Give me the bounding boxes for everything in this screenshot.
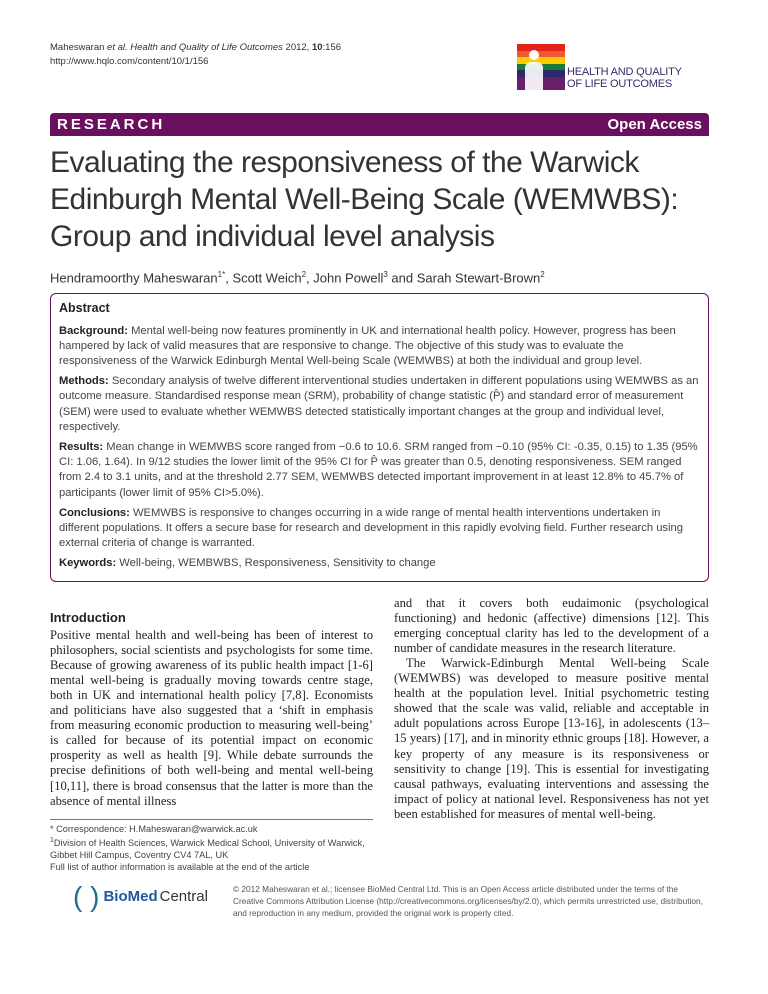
abstract-conclusions: Conclusions: WEMWBS is responsive to changes occurring in a wide range of mental health interventions undertaken in different populations. It offers a secure base for research and development in this rapidly evolving field. Further research using external criteria of change is warranted. (59, 506, 683, 550)
intro-paragraph-1: Positive mental health and well-being has been of interest to philosophers, social scientists and psychologists for some time. Because of growing awareness of its public health impact [1-6] mental well-being is gradually moving towards centre stage, both in UK and international health policy [7,8]. Economists and politicians have also suggested that a ‘shift in emphasis from measuring economic production to measuring well-being’ is called for because of its potential impact on economic prosperity as well as health [9]. While debate surrounds the precise definitions of both well-being and mental well-being [10,11], there is broad consensus that the latter is more than the absence of mental illness (50, 627, 373, 808)
abstract-heading: Abstract (59, 301, 110, 316)
abstract-keywords: Keywords: Well-being, WEMBWBS, Responsiveness, Sensitivity to change (59, 557, 436, 570)
abstract-background: Background: Mental well-being now features prominently in UK and international health policy. However, progress has been hampered by lack of valid measures that are responsive to change. The objective of this study was to evaluate the responsiveness of the Warwick Edinburgh Mental Well-being Scale (WEMWBS) at both the individual and group level. (59, 324, 676, 367)
correspondence: * Correspondence: H.Maheswaran@warwick.ac.uk (50, 823, 258, 834)
author-info-note: Full list of author information is available at the end of the article (50, 861, 310, 872)
biomed-central-logo: ( ) BioMed Central (73, 880, 208, 912)
open-access-label: Open Access (607, 116, 702, 133)
article-url[interactable]: http://www.hqlo.com/content/10/1/156 (50, 56, 209, 67)
two-column-body (50, 595, 709, 873)
copyright-notice: © 2012 Maheswaran et al.; licensee BioMed Central Ltd. This is an Open Access article distributed under the terms of the Creative Commons Attribution License (http://creativecommons.org/licenses/by/2.0), which permits unrestricted use, distribution, and reproduction in any medium, provided the original work is properly cited. (233, 883, 703, 918)
journal-logo-text: HEALTH AND QUALITY OF LIFE OUTCOMES (567, 66, 682, 90)
running-header (50, 41, 341, 69)
article-body (50, 144, 709, 939)
abstract-box (50, 293, 709, 581)
abstract-results: Results: Mean change in WEMWBS score ranged from −0.6 to 10.6. SRM ranged from −0.10 (95% CI: -0.35, 0.15) to 1.35 (95% CI: 1.06, 1.64). In 9/12 studies the lower limit of the 95% CI for P̂ was greater than 0.5, denoting responsiveness. SEM ranged from 2.4 to 3.1 units, and at the threshold 2.77 SEM, WEMWBS detected important improvement in at least 12.8% to 45.7% of participants (lower limit of 95% CI>5.0%). (59, 440, 698, 499)
citation: Maheswaran et al. Health and Quality of Life Outcomes 2012, 10:156 (50, 42, 342, 53)
article-type-banner (50, 113, 709, 136)
intro-paragraph-2: The Warwick-Edinburgh Mental Well-being Scale (WEMWBS) was developed to measure positive mental health at the population level. Initial psychometric testing showed that the scale was valid, reliable and acceptable in adult populations across Europe [13-16], in adolescents (13–15 years) [17], and in minority ethnic groups [18]. However, a key property of any measure is its responsiveness or sensitivity to change [19]. This is essential for investigating causal pathways, evaluating interventions and assessing the impact of policy at national level. Responsiveness has not yet been established for measures of mental well-being. (394, 655, 709, 821)
affiliation: $^1$Division of Health Sciences, Warwick Medical School, University of Warwick, Gibbet Hill Campus, Coventry CV4 7AL, UK (50, 836, 365, 860)
article-title: Evaluating the responsiveness of the Warwick Edinburgh Mental Well-Being Scale (WEMWBS): Group and individual level analysis (50, 146, 679, 253)
intro-paragraph-1-continued: and that it covers both eudaimonic (psychological functioning) and hedonic (affective) dimensions [12]. This emerging conceptual clarity has led to the development of a number of candidate measures in the research literature. (394, 595, 709, 655)
article-type: RESEARCH (57, 116, 166, 133)
abstract-methods: Methods: Secondary analysis of twelve different interventional studies undertaken in different populations using WEMWBS as an outcome measure. Standardised response mean (SRM), probability of change statistic (P̂) and standard error of measurement (SEM) were used to evaluate whether WEMWBS detected statistically important changes at the group and individual level, respectively. (59, 375, 699, 433)
page-footer (50, 880, 709, 919)
biomed-logo-icon: ( ) (73, 880, 100, 912)
author-list: Hendramoorthy Maheswaran$^{1*}$, Scott Weich$^2$, John Powell$^3$ and Sarah Stewart-Brown$^2$ (50, 270, 545, 286)
journal-logo (517, 44, 717, 91)
footnotes (50, 819, 373, 873)
introduction-heading: Introduction (50, 609, 126, 625)
rainbow-person-icon (517, 44, 565, 90)
right-column (394, 596, 709, 873)
left-column (50, 610, 373, 873)
